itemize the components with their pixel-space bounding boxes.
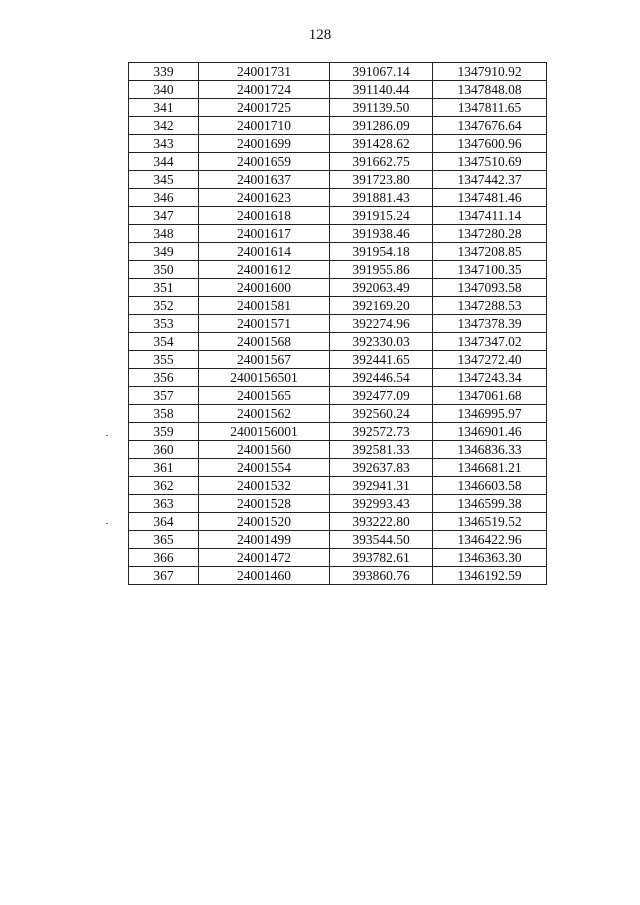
table-row bbox=[129, 513, 547, 531]
scan-speck bbox=[106, 435, 108, 436]
x-coordinate-cell: 392274.96 bbox=[330, 315, 433, 333]
point-number-cell: 350 bbox=[129, 261, 199, 279]
table-row bbox=[129, 63, 547, 81]
point-number-cell: 348 bbox=[129, 225, 199, 243]
table-row bbox=[129, 423, 547, 441]
x-coordinate-cell: 392572.73 bbox=[330, 423, 433, 441]
y-coordinate-cell: 1347243.34 bbox=[433, 369, 547, 387]
point-id-cell: 24001571 bbox=[199, 315, 330, 333]
x-coordinate-cell: 392446.54 bbox=[330, 369, 433, 387]
x-coordinate-cell: 393222.80 bbox=[330, 513, 433, 531]
table-row bbox=[129, 531, 547, 549]
table-row bbox=[129, 351, 547, 369]
x-coordinate-cell: 392477.09 bbox=[330, 387, 433, 405]
y-coordinate-cell: 1347510.69 bbox=[433, 153, 547, 171]
x-coordinate-cell: 392637.83 bbox=[330, 459, 433, 477]
point-number-cell: 360 bbox=[129, 441, 199, 459]
point-id-cell: 24001710 bbox=[199, 117, 330, 135]
point-number-cell: 343 bbox=[129, 135, 199, 153]
point-number-cell: 361 bbox=[129, 459, 199, 477]
point-number-cell: 359 bbox=[129, 423, 199, 441]
x-coordinate-cell: 393782.61 bbox=[330, 549, 433, 567]
y-coordinate-cell: 1347208.85 bbox=[433, 243, 547, 261]
y-coordinate-cell: 1347442.37 bbox=[433, 171, 547, 189]
y-coordinate-cell: 1347481.46 bbox=[433, 189, 547, 207]
x-coordinate-cell: 392441.65 bbox=[330, 351, 433, 369]
table-row bbox=[129, 243, 547, 261]
x-coordinate-cell: 391938.46 bbox=[330, 225, 433, 243]
point-number-cell: 364 bbox=[129, 513, 199, 531]
point-id-cell: 24001618 bbox=[199, 207, 330, 225]
x-coordinate-cell: 391139.50 bbox=[330, 99, 433, 117]
x-coordinate-cell: 391286.09 bbox=[330, 117, 433, 135]
point-number-cell: 340 bbox=[129, 81, 199, 99]
point-number-cell: 354 bbox=[129, 333, 199, 351]
table-row bbox=[129, 567, 547, 585]
point-id-cell: 24001612 bbox=[199, 261, 330, 279]
point-id-cell: 24001659 bbox=[199, 153, 330, 171]
x-coordinate-cell: 391955.86 bbox=[330, 261, 433, 279]
point-id-cell: 2400156001 bbox=[199, 423, 330, 441]
y-coordinate-cell: 1347411.14 bbox=[433, 207, 547, 225]
point-number-cell: 346 bbox=[129, 189, 199, 207]
table-row bbox=[129, 333, 547, 351]
point-id-cell: 24001520 bbox=[199, 513, 330, 531]
table-row bbox=[129, 405, 547, 423]
x-coordinate-cell: 392169.20 bbox=[330, 297, 433, 315]
point-id-cell: 24001554 bbox=[199, 459, 330, 477]
x-coordinate-cell: 391140.44 bbox=[330, 81, 433, 99]
point-number-cell: 349 bbox=[129, 243, 199, 261]
y-coordinate-cell: 1347910.92 bbox=[433, 63, 547, 81]
table-row bbox=[129, 207, 547, 225]
table-row bbox=[129, 477, 547, 495]
table-row bbox=[129, 171, 547, 189]
table-row bbox=[129, 99, 547, 117]
point-id-cell: 24001725 bbox=[199, 99, 330, 117]
y-coordinate-cell: 1347280.28 bbox=[433, 225, 547, 243]
point-number-cell: 345 bbox=[129, 171, 199, 189]
table-row bbox=[129, 117, 547, 135]
point-number-cell: 363 bbox=[129, 495, 199, 513]
x-coordinate-cell: 391067.14 bbox=[330, 63, 433, 81]
point-id-cell: 24001562 bbox=[199, 405, 330, 423]
point-id-cell: 24001623 bbox=[199, 189, 330, 207]
point-number-cell: 365 bbox=[129, 531, 199, 549]
y-coordinate-cell: 1347288.53 bbox=[433, 297, 547, 315]
scan-speck bbox=[106, 523, 108, 524]
y-coordinate-cell: 1347676.64 bbox=[433, 117, 547, 135]
x-coordinate-cell: 392941.31 bbox=[330, 477, 433, 495]
y-coordinate-cell: 1347848.08 bbox=[433, 81, 547, 99]
point-id-cell: 24001614 bbox=[199, 243, 330, 261]
point-number-cell: 341 bbox=[129, 99, 199, 117]
x-coordinate-cell: 391723.80 bbox=[330, 171, 433, 189]
point-id-cell: 24001731 bbox=[199, 63, 330, 81]
point-id-cell: 24001699 bbox=[199, 135, 330, 153]
table-row bbox=[129, 549, 547, 567]
coordinate-table bbox=[128, 62, 547, 585]
point-number-cell: 356 bbox=[129, 369, 199, 387]
point-number-cell: 347 bbox=[129, 207, 199, 225]
x-coordinate-cell: 391881.43 bbox=[330, 189, 433, 207]
x-coordinate-cell: 391662.75 bbox=[330, 153, 433, 171]
point-number-cell: 353 bbox=[129, 315, 199, 333]
table-row bbox=[129, 153, 547, 171]
table-row bbox=[129, 495, 547, 513]
x-coordinate-cell: 393860.76 bbox=[330, 567, 433, 585]
x-coordinate-cell: 392330.03 bbox=[330, 333, 433, 351]
x-coordinate-cell: 392560.24 bbox=[330, 405, 433, 423]
table-row bbox=[129, 387, 547, 405]
point-number-cell: 351 bbox=[129, 279, 199, 297]
y-coordinate-cell: 1346901.46 bbox=[433, 423, 547, 441]
point-id-cell: 24001528 bbox=[199, 495, 330, 513]
point-number-cell: 344 bbox=[129, 153, 199, 171]
x-coordinate-cell: 392063.49 bbox=[330, 279, 433, 297]
point-number-cell: 339 bbox=[129, 63, 199, 81]
point-number-cell: 352 bbox=[129, 297, 199, 315]
table-row bbox=[129, 261, 547, 279]
table-row bbox=[129, 297, 547, 315]
table-row bbox=[129, 315, 547, 333]
y-coordinate-cell: 1346836.33 bbox=[433, 441, 547, 459]
point-id-cell: 24001617 bbox=[199, 225, 330, 243]
point-id-cell: 24001565 bbox=[199, 387, 330, 405]
point-number-cell: 366 bbox=[129, 549, 199, 567]
table-row bbox=[129, 369, 547, 387]
y-coordinate-cell: 1346192.59 bbox=[433, 567, 547, 585]
point-id-cell: 24001472 bbox=[199, 549, 330, 567]
x-coordinate-cell: 391954.18 bbox=[330, 243, 433, 261]
table-row bbox=[129, 135, 547, 153]
y-coordinate-cell: 1347272.40 bbox=[433, 351, 547, 369]
point-id-cell: 24001581 bbox=[199, 297, 330, 315]
point-id-cell: 24001637 bbox=[199, 171, 330, 189]
point-id-cell: 24001600 bbox=[199, 279, 330, 297]
point-number-cell: 367 bbox=[129, 567, 199, 585]
x-coordinate-cell: 391428.62 bbox=[330, 135, 433, 153]
point-id-cell: 2400156501 bbox=[199, 369, 330, 387]
table-row bbox=[129, 441, 547, 459]
point-id-cell: 24001567 bbox=[199, 351, 330, 369]
y-coordinate-cell: 1347600.96 bbox=[433, 135, 547, 153]
y-coordinate-cell: 1346603.58 bbox=[433, 477, 547, 495]
x-coordinate-cell: 392581.33 bbox=[330, 441, 433, 459]
point-id-cell: 24001724 bbox=[199, 81, 330, 99]
table-body bbox=[129, 63, 547, 585]
y-coordinate-cell: 1346995.97 bbox=[433, 405, 547, 423]
point-number-cell: 358 bbox=[129, 405, 199, 423]
point-number-cell: 362 bbox=[129, 477, 199, 495]
table-row bbox=[129, 279, 547, 297]
table-row bbox=[129, 81, 547, 99]
y-coordinate-cell: 1347811.65 bbox=[433, 99, 547, 117]
y-coordinate-cell: 1347100.35 bbox=[433, 261, 547, 279]
y-coordinate-cell: 1346681.21 bbox=[433, 459, 547, 477]
point-number-cell: 355 bbox=[129, 351, 199, 369]
x-coordinate-cell: 393544.50 bbox=[330, 531, 433, 549]
point-id-cell: 24001560 bbox=[199, 441, 330, 459]
y-coordinate-cell: 1347061.68 bbox=[433, 387, 547, 405]
x-coordinate-cell: 392993.43 bbox=[330, 495, 433, 513]
point-id-cell: 24001568 bbox=[199, 333, 330, 351]
table-row bbox=[129, 459, 547, 477]
point-id-cell: 24001460 bbox=[199, 567, 330, 585]
point-id-cell: 24001532 bbox=[199, 477, 330, 495]
point-number-cell: 342 bbox=[129, 117, 199, 135]
y-coordinate-cell: 1346599.38 bbox=[433, 495, 547, 513]
page-number: 128 bbox=[308, 27, 332, 43]
point-number-cell: 357 bbox=[129, 387, 199, 405]
point-id-cell: 24001499 bbox=[199, 531, 330, 549]
table-row bbox=[129, 189, 547, 207]
y-coordinate-cell: 1347378.39 bbox=[433, 315, 547, 333]
table-row bbox=[129, 225, 547, 243]
x-coordinate-cell: 391915.24 bbox=[330, 207, 433, 225]
y-coordinate-cell: 1346519.52 bbox=[433, 513, 547, 531]
y-coordinate-cell: 1346363.30 bbox=[433, 549, 547, 567]
y-coordinate-cell: 1347347.02 bbox=[433, 333, 547, 351]
y-coordinate-cell: 1346422.96 bbox=[433, 531, 547, 549]
y-coordinate-cell: 1347093.58 bbox=[433, 279, 547, 297]
